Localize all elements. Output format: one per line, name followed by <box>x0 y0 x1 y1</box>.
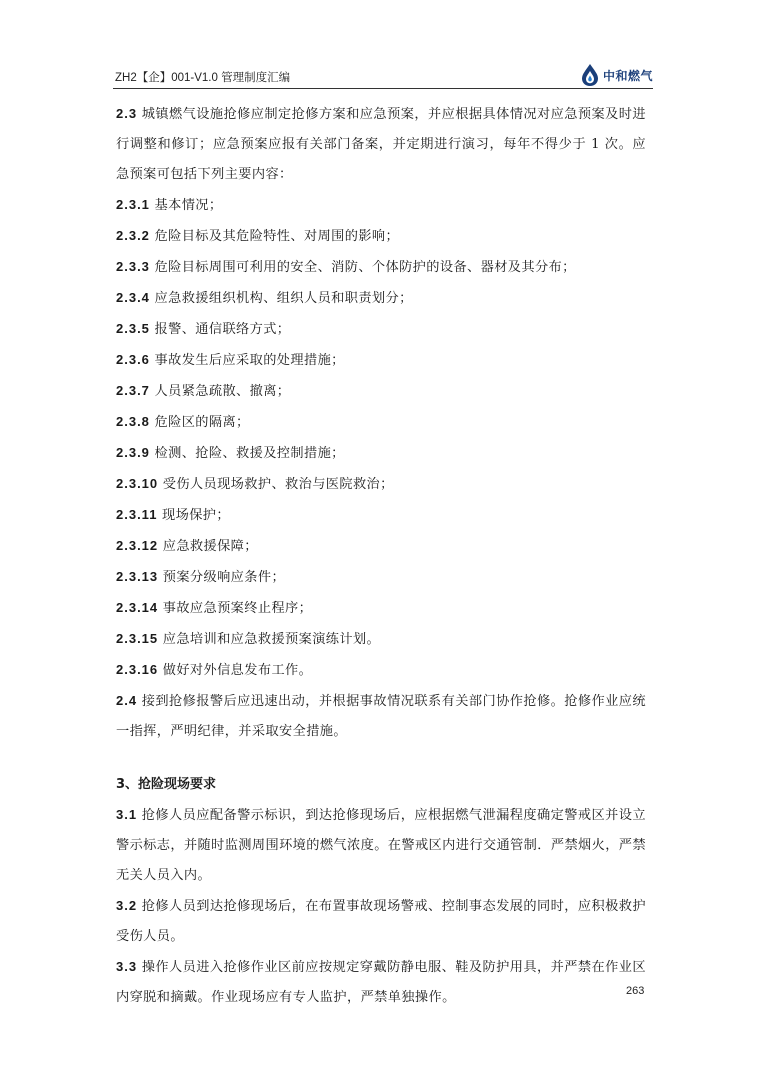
clause-number: 3.2 <box>116 898 138 913</box>
paragraph-3-2 <box>116 891 646 952</box>
list-item <box>116 345 646 376</box>
paragraph-3-3 <box>116 952 646 1013</box>
list-item <box>116 531 646 562</box>
logo-text: 中和燃气 <box>602 68 653 83</box>
clause-text: 抢修人员应配备警示标识，到达抢修现场后，应根据燃气泄漏程度确定警戒区并设立警示标志，并随时监测周围环境的燃气浓度。在警戒区内进行交通管制．严禁烟火，严禁无关人员入内。 <box>116 808 647 883</box>
section-gap <box>116 747 646 770</box>
clause-text: 操作人员进入抢修作业区前应按规定穿戴防静电服、鞋及防护用具，并严禁在作业区内穿脱和摘戴。作业现场应有专人监护，严禁单独操作。 <box>116 960 647 1005</box>
list-item <box>116 469 646 500</box>
clause-number: 2.3.15 <box>116 631 159 646</box>
list-item <box>116 314 646 345</box>
clause-number: 2.3.13 <box>116 569 159 584</box>
list-item <box>116 562 646 593</box>
clause-number: 3.3 <box>116 959 138 974</box>
clause-text: 抢修人员到达抢修现场后，在布置事故现场警戒、控制事态发展的同时，应积极救护受伤人员。 <box>116 899 647 944</box>
clause-text: 应急救援保障； <box>162 539 258 554</box>
list-item <box>116 376 646 407</box>
clause-text: 城镇燃气设施抢修应制定抢修方案和应急预案，并应根据具体情况对应急预案及时进行调整和修订；应急预案应报有关部门备案，并定期进行演习，每年不得少于 1 次。应急预案可包括下列主要内容： <box>116 107 647 182</box>
list-item <box>116 221 646 252</box>
section-heading: 3、抢险现场要求 <box>116 777 217 792</box>
list-item <box>116 252 646 283</box>
clause-text: 危险区的隔离； <box>154 415 250 430</box>
clause-text: 事故应急预案终止程序； <box>162 601 313 616</box>
list-item <box>116 500 646 531</box>
list-item <box>116 283 646 314</box>
list-item <box>116 624 646 655</box>
paragraph-3-1 <box>116 800 646 891</box>
clause-number: 3.1 <box>116 807 138 822</box>
clause-text: 现场保护； <box>162 508 230 523</box>
clause-number: 2.3.16 <box>116 662 159 677</box>
clause-text: 检测、抢险、救援及控制措施； <box>154 446 345 461</box>
clause-number: 2.3.3 <box>116 259 150 274</box>
list-item <box>116 593 646 624</box>
clause-number: 2.4 <box>116 693 138 708</box>
clause-text: 人员紧急疏散、撤离； <box>154 384 291 399</box>
clause-number: 2.3.2 <box>116 228 150 243</box>
clause-number: 2.3.6 <box>116 352 150 367</box>
clause-number: 2.3.14 <box>116 600 159 615</box>
page-number: 263 <box>626 985 645 997</box>
clause-text: 做好对外信息发布工作。 <box>162 663 313 678</box>
page-header <box>113 62 653 88</box>
clause-text: 受伤人员现场救护、救治与医院救治； <box>162 477 394 492</box>
header-title: ZH2【企】001-V1.0 管理制度汇编 <box>115 72 291 84</box>
clause-text: 应急培训和应急救援预案演练计划。 <box>162 632 381 647</box>
clause-number: 2.3.12 <box>116 538 159 553</box>
clause-number: 2.3 <box>116 106 138 121</box>
flame-drop-icon <box>580 63 600 87</box>
header-divider <box>113 88 653 89</box>
clause-number: 2.3.5 <box>116 321 150 336</box>
company-logo <box>580 62 653 88</box>
clause-text: 接到抢修报警后应迅速出动，并根据事故情况联系有关部门协作抢修。抢修作业应统一指挥，严明纪律，并采取安全措施。 <box>116 694 647 739</box>
clause-number: 2.3.10 <box>116 476 159 491</box>
clause-number: 2.3.8 <box>116 414 150 429</box>
clause-number: 2.3.1 <box>116 197 150 212</box>
paragraph-2-4 <box>116 686 646 747</box>
paragraph-2-3 <box>116 99 646 190</box>
clause-number: 2.3.7 <box>116 383 150 398</box>
clause-number: 2.3.11 <box>116 507 158 522</box>
list-item <box>116 190 646 221</box>
list-item <box>116 655 646 686</box>
clause-text: 危险目标周围可利用的安全、消防、个体防护的设备、器材及其分布； <box>154 260 576 275</box>
clause-text: 应急救援组织机构、组织人员和职责划分； <box>154 291 413 306</box>
list-item <box>116 438 646 469</box>
clause-text: 危险目标及其危险特性、对周围的影响； <box>154 229 400 244</box>
clause-text: 报警、通信联络方式； <box>154 322 291 337</box>
clause-text: 预案分级响应条件； <box>162 570 286 585</box>
clause-text: 基本情况； <box>154 198 223 213</box>
list-item <box>116 407 646 438</box>
clause-number: 2.3.4 <box>116 290 150 305</box>
document-body <box>116 99 646 1013</box>
clause-number: 2.3.9 <box>116 445 150 460</box>
clause-text: 事故发生后应采取的处理措施； <box>154 353 345 368</box>
